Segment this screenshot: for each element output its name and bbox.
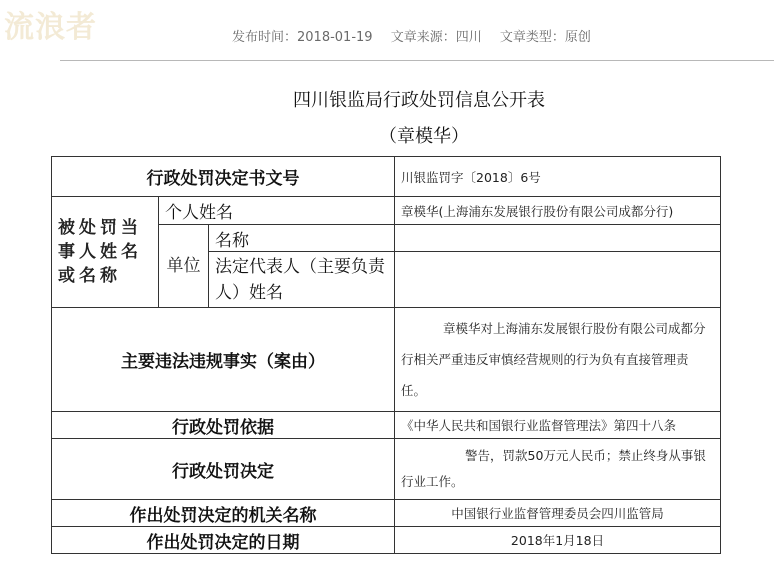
unit-name-label: 名称 xyxy=(209,225,395,252)
page-subtitle: （章模华） xyxy=(379,126,469,147)
doc-no-label: 行政处罚决定书文号 xyxy=(52,157,395,197)
divider xyxy=(60,60,774,61)
table-row xyxy=(52,412,721,439)
unit-label: 单位 xyxy=(159,225,209,308)
table-row xyxy=(52,500,721,527)
decision-value: 警告，罚款50万元人民币；禁止终身从事银行业工作。 xyxy=(395,439,721,500)
basis-value: 《中华人民共和国银行业监督管理法》第四十八条 xyxy=(395,412,721,439)
publish-time: 发布时间：2018-01-19 xyxy=(232,30,373,45)
basis-label: 行政处罚依据 xyxy=(52,412,395,439)
table-row xyxy=(52,308,721,412)
table-row xyxy=(52,157,721,197)
legal-rep-value xyxy=(395,252,721,308)
article-type: 文章类型：原创 xyxy=(499,30,591,45)
party-label: 被处罚当事人姓名或名称 xyxy=(52,197,159,308)
individual-label: 个人姓名 xyxy=(159,197,395,225)
authority-value: 中国银行业监督管理委员会四川监管局 xyxy=(395,500,721,527)
legal-rep-label: 法定代表人（主要负责人）姓名 xyxy=(209,252,395,308)
page-title: 四川银监局行政处罚信息公开表 xyxy=(293,90,545,111)
table-row xyxy=(52,439,721,500)
doc-no-value: 川银监罚字〔2018〕6号 xyxy=(395,157,721,197)
penalty-info-table xyxy=(51,156,721,554)
date-label: 作出处罚决定的日期 xyxy=(52,527,395,554)
watermark-logo: 流浪者 xyxy=(4,10,97,45)
table-row xyxy=(52,197,721,225)
article-source: 文章来源：四川 xyxy=(390,30,482,45)
authority-label: 作出处罚决定的机关名称 xyxy=(52,500,395,527)
decision-label: 行政处罚决定 xyxy=(52,439,395,500)
table-row xyxy=(52,527,721,554)
individual-value: 章模华(上海浦东发展银行股份有限公司成都分行) xyxy=(395,197,721,225)
article-meta xyxy=(232,26,605,45)
facts-label: 主要违法违规事实（案由） xyxy=(52,308,395,412)
unit-name-value xyxy=(395,225,721,252)
date-value: 2018年1月18日 xyxy=(395,527,721,554)
facts-value: 章模华对上海浦东发展银行股份有限公司成都分行相关严重违反审慎经营规则的行为负有直接管理责任。 xyxy=(395,308,721,412)
